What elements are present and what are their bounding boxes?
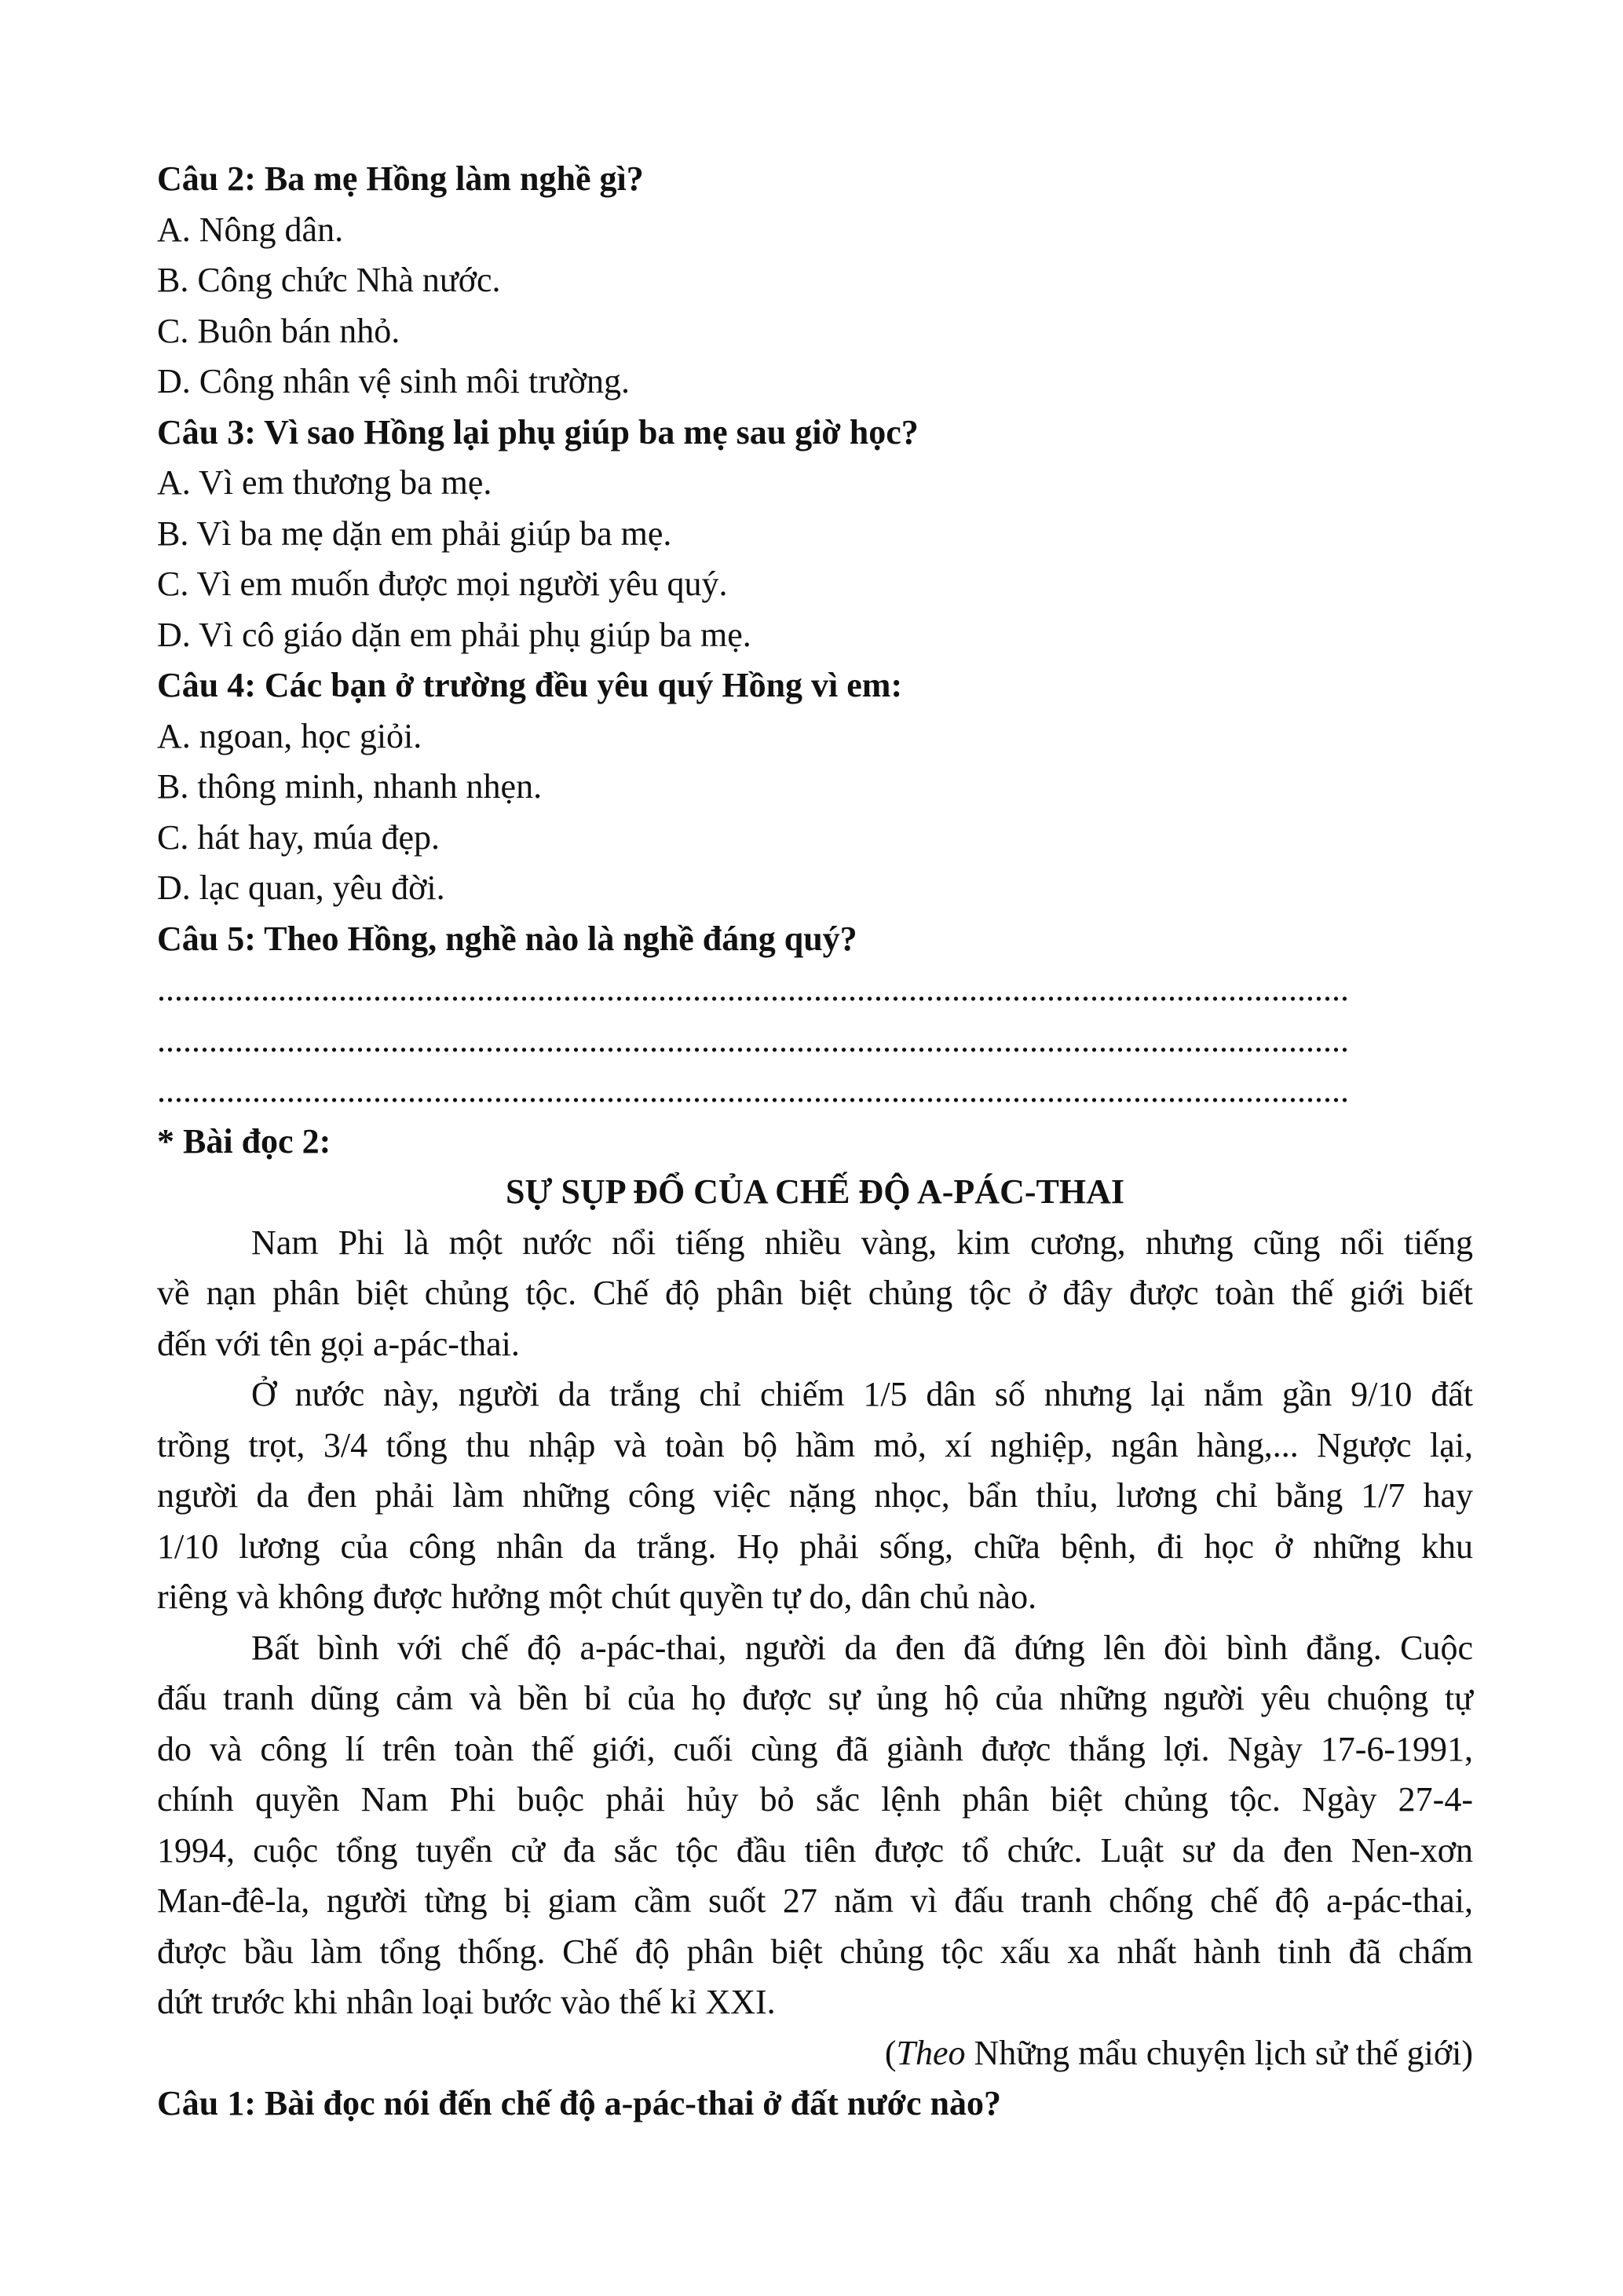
paragraph-line: Ở nước này, người da trắng chỉ chiếm 1/5 dân số nhưng lại nắm gần 9/10 đất [251, 1375, 1473, 1413]
paragraph-line: Man-đê-la, người từng bị giam cầm suốt 27 năm vì đấu tranh chống chế độ a-pác-thai, [157, 1881, 1473, 1920]
question-3-option-d: D. Vì cô giáo dặn em phải phụ giúp ba mẹ. [157, 615, 751, 654]
paragraph-line: đấu tranh dũng cảm và bền bỉ của họ được sự ủng hộ của những người yêu chuộng tự [157, 1679, 1473, 1717]
reading-paragraph-2 [157, 1369, 1473, 1623]
question-2-option-c: C. Buôn bán nhỏ. [157, 311, 400, 350]
reading-paragraph-1 [157, 1218, 1473, 1370]
question-2: Câu 2: Ba mẹ Hồng làm nghề gì? [157, 159, 644, 198]
source-title: Những mẩu chuyện lịch sử thế giới) [965, 2033, 1473, 2072]
paragraph-line: về nạn phân biệt chủng tộc. Chế độ phân biệt chủng tộc ở đây được toàn thế giới biết [157, 1274, 1473, 1312]
reading-paragraph-3 [157, 1623, 1473, 2028]
question-4-option-d: D. lạc quan, yêu đời. [157, 868, 445, 907]
source-open-paren: ( [884, 2033, 897, 2072]
question-3-option-c: C. Vì em muốn được mọi người yêu quý. [157, 565, 728, 603]
paragraph-line: dứt trước khi nhân loại bước vào thế kỉ XXI. [157, 1983, 776, 2021]
question-2-option-b: B. Công chức Nhà nước. [157, 261, 501, 299]
paragraph-line: Bất bình với chế độ a-pác-thai, người da đen đã đứng lên đòi bình đẳng. Cuộc [251, 1628, 1473, 1667]
question-5: Câu 5: Theo Hồng, nghề nào là nghề đáng quý? [157, 919, 857, 958]
paragraph-line: do và công lí trên toàn thế giới, cuối cùng đã giành được thắng lợi. Ngày 17-6-1991, [157, 1729, 1473, 1768]
paragraph-line: người da đen phải làm những công việc nặng nhọc, bẩn thỉu, lương chỉ bằng 1/7 hay [157, 1476, 1473, 1515]
paragraph-line: trồng trọt, 3/4 tổng thu nhập và toàn bộ hầm mỏ, xí nghiệp, ngân hàng,... Ngược lại, [157, 1425, 1473, 1464]
question-3-option-b: B. Vì ba mẹ dặn em phải giúp ba mẹ. [157, 514, 672, 553]
question-2-option-d: D. Công nhân vệ sinh môi trường. [157, 362, 630, 400]
question-4-option-a: A. ngoan, học giỏi. [157, 716, 422, 755]
paragraph-line: riêng và không được hưởng một chút quyền tự do, dân chủ nào. [157, 1578, 1037, 1616]
paragraph-line: Nam Phi là một nước nổi tiếng nhiều vàng, kim cương, nhưng cũng nổi tiếng [251, 1223, 1473, 1262]
paragraph-line: được bầu làm tổng thống. Chế độ phân biệt chủng tộc xấu xa nhất hành tinh đã chấm [157, 1932, 1473, 1971]
paragraph-line: 1/10 lương của công nhân da trắng. Họ phải sống, chữa bệnh, đi học ở những khu [157, 1526, 1473, 1566]
reading-source [157, 2028, 1473, 2079]
answer-line-2[interactable]: .......................................................................................................................................... [157, 1020, 1349, 1059]
question-3: Câu 3: Vì sao Hồng lại phụ giúp ba mẹ sau giờ học? [157, 412, 919, 452]
question-4: Câu 4: Các bạn ở trường đều yêu quý Hồng vì em: [157, 666, 903, 704]
answer-line-3[interactable]: .......................................................................................................................................... [157, 1071, 1349, 1110]
reading-2-label: * Bài đọc 2: [157, 1121, 331, 1161]
paragraph-line: đến với tên gọi a-pác-thai. [157, 1324, 520, 1363]
source-theo: Theo [896, 2033, 966, 2072]
question-4-option-b: B. thông minh, nhanh nhẹn. [157, 767, 543, 806]
reading-2-title: SỰ SỤP ĐỔ CỦA CHẾ ĐỘ A-PÁC-THAI [506, 1172, 1124, 1211]
question-3-option-a: A. Vì em thương ba mẹ. [157, 463, 492, 502]
question-2-option-a: A. Nông dân. [157, 210, 344, 249]
answer-line-1[interactable]: .......................................................................................................................................... [157, 970, 1349, 1008]
question-4-option-c: C. hát hay, múa đẹp. [157, 817, 440, 857]
paragraph-line: chính quyền Nam Phi buộc phải hủy bỏ sắc lệnh phân biệt chủng tộc. Ngày 27-4- [157, 1780, 1473, 1819]
paragraph-line: 1994, cuộc tổng tuyển cử đa sắc tộc đầu tiên được tổ chức. Luật sư da đen Nen-xơn [157, 1830, 1473, 1870]
question-part2-1: Câu 1: Bài đọc nói đến chế độ a-pác-thai ở đất nước nào? [157, 2084, 1002, 2122]
worksheet-page [157, 154, 1473, 2130]
